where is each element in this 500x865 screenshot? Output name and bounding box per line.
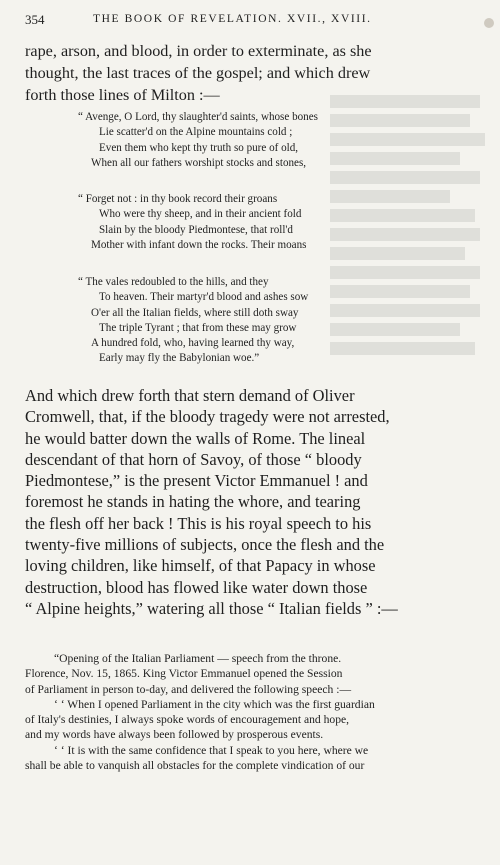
poem-line: When all our fathers worshipt stocks and stones, xyxy=(91,156,307,169)
extract-line: of Italy's destinies, I always spoke words of encouragement and hope, xyxy=(25,713,350,727)
text-line: Piedmontese,” is the present Victor Emmanuel ! and xyxy=(25,471,368,491)
text-line: twenty-five millions of subjects, once the flesh and the xyxy=(25,535,385,555)
text-line: descendant of that horn of Savoy, of those “ bloody xyxy=(25,449,362,469)
text-line: foremost he stands in hating the whore, and tearing xyxy=(25,492,361,512)
poem-line: Even them who kept thy truth so pure of old, xyxy=(99,141,299,154)
running-header xyxy=(25,12,475,30)
poem-line: The triple Tyrant ; that from these may grow xyxy=(99,321,297,334)
text-line: Cromwell, that, if the bloody tragedy were not arrested, xyxy=(25,407,390,427)
page-corner-mark xyxy=(484,18,494,28)
poem-line: Mother with infant down the rocks. Their moans xyxy=(91,238,307,251)
text-line: destruction, blood has flowed like water down those xyxy=(25,577,368,597)
poem-stanza-2 xyxy=(78,192,478,253)
text-line: the flesh off her back ! This is his royal speech to his xyxy=(25,513,372,533)
poem-line: A hundred fold, who, having learned thy way, xyxy=(91,337,295,350)
extract-line: “Opening of the Italian Parliament — speech from the throne. xyxy=(54,652,342,665)
poem-line: Who were thy sheep, and in their ancient fold xyxy=(99,208,302,221)
text-line: he would batter down the walls of Rome. The lineal xyxy=(25,428,366,448)
poem-line: Lie scatter'd on the Alpine mountains cold ; xyxy=(99,126,293,139)
text-line: rape, arson, and blood, in order to exterminate, as she xyxy=(25,42,372,60)
poem-line: O'er all the Italian fields, where still doth sway xyxy=(91,306,299,319)
intro-paragraph xyxy=(25,40,475,106)
text-line: And which drew forth that stern demand of Oliver xyxy=(25,386,355,405)
poem-line: To heaven. Their martyr'd blood and ashes sow xyxy=(99,291,309,304)
poem-stanza-3 xyxy=(78,275,478,367)
poem-line: “ Avenge, O Lord, thy slaughter'd saints, whose bones xyxy=(78,111,318,123)
poem-stanza-1 xyxy=(78,110,478,171)
text-line: forth those lines of Milton :— xyxy=(25,86,220,104)
poem-line: “ The vales redoubled to the hills, and they xyxy=(78,276,269,288)
text-line: “ Alpine heights,” watering all those “ Italian fields ” :— xyxy=(25,598,398,618)
extract-line: and my words have always been followed by prosperous events. xyxy=(25,728,324,742)
page-number: 354 xyxy=(25,12,45,27)
extract-line: shall be able to vanquish all obstacles for the complete vindication of our xyxy=(25,759,365,773)
main-paragraph xyxy=(25,385,475,619)
extract-line: ‘ ‘ When I opened Parliament in the city which was the first guardian xyxy=(54,697,375,711)
extract-line: of Parliament in person to-day, and delivered the following speech :— xyxy=(25,682,352,696)
speech-extract xyxy=(25,651,475,773)
poem-line: “ Forget not : in thy book record their groans xyxy=(78,193,278,205)
extract-line: ‘ ‘ It is with the same confidence that I speak to you here, where we xyxy=(54,743,369,757)
text-line: thought, the last traces of the gospel; and which drew xyxy=(25,64,371,82)
poem-line: Early may fly the Babylonian woe.” xyxy=(99,352,260,365)
extract-line: Florence, Nov. 15, 1865. King Victor Emmanuel opened the Session xyxy=(25,667,343,681)
poem-line: Slain by the bloody Piedmontese, that roll'd xyxy=(99,223,293,236)
running-title: THE BOOK OF REVELATION. XVII., XVIII. xyxy=(93,13,372,25)
text-line: loving children, like himself, of that Papacy in whose xyxy=(25,556,376,576)
